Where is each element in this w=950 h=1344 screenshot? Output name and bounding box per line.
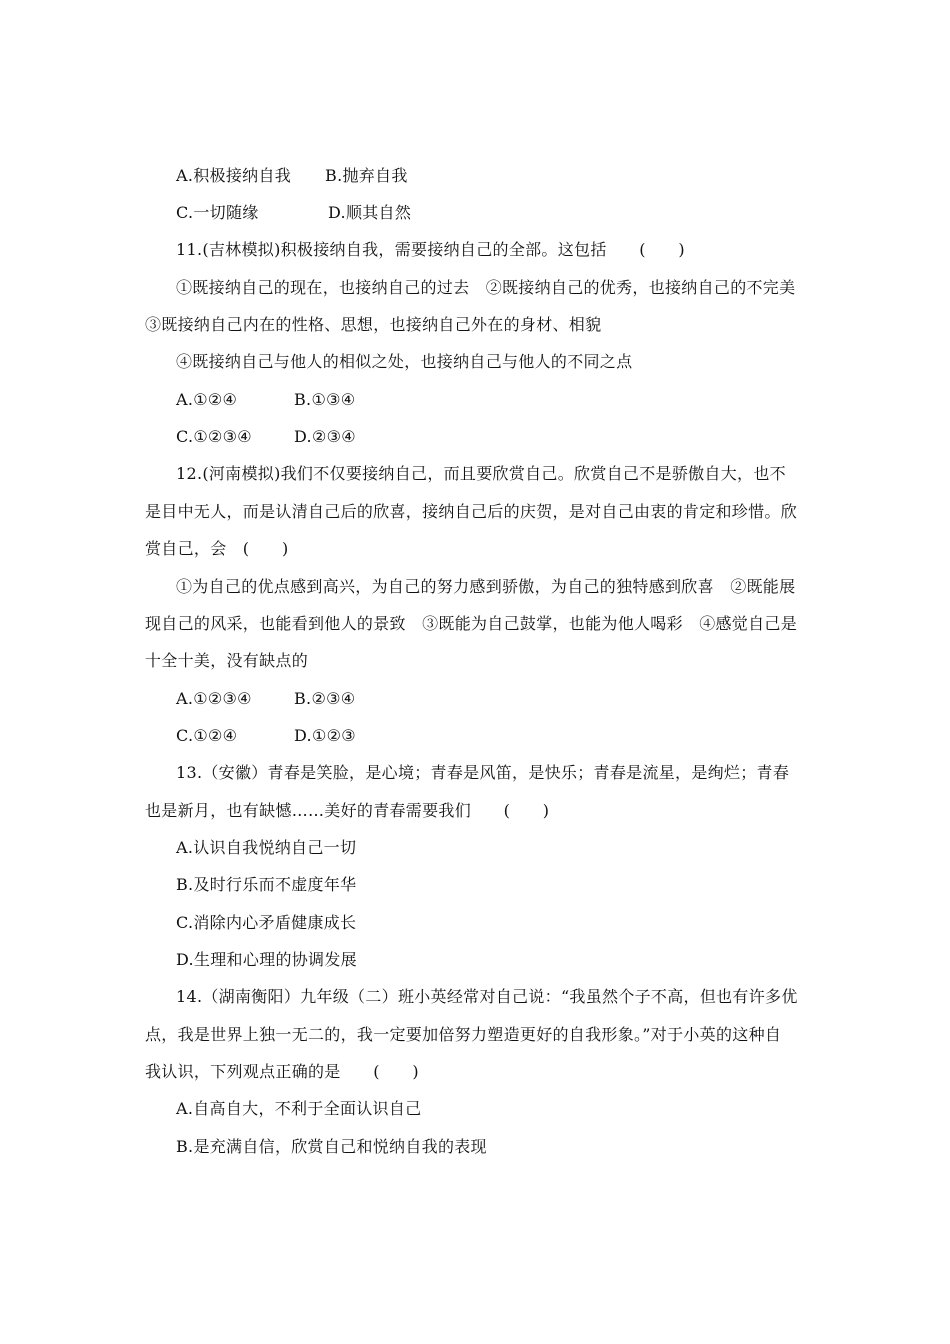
q11-item-1-2: ①既接纳自己的现在，也接纳自己的过去 ②既接纳自己的优秀，也接纳自己的不完美 xyxy=(176,278,796,297)
q10-option-d: D.顺其自然 xyxy=(328,203,412,222)
q12-items-line1: ①为自己的优点感到高兴，为自己的努力感到骄傲，为自己的独特感到欣喜 ②既能展 xyxy=(176,577,796,596)
q12-option-c: C.①②④ xyxy=(176,726,238,745)
q11-option-b: B.①③④ xyxy=(294,390,356,409)
q12-options-row1 xyxy=(176,689,355,709)
q12-option-d: D.①②③ xyxy=(294,726,356,745)
q10-option-a: A.积极接纳自我 xyxy=(176,166,292,185)
q13-stem-line1: 13.（安徽）青春是笑脸，是心境；青春是风笛，是快乐；青春是流星，是绚烂；青春 xyxy=(176,763,790,782)
q10-options-row2 xyxy=(176,203,411,223)
q12-options-row2 xyxy=(176,726,356,746)
q11-options-row2 xyxy=(176,427,356,447)
q11-stem: 11.(吉林模拟)积极接纳自我，需要接纳自己的全部。这包括 ( ) xyxy=(176,240,685,259)
q14-option-b: B.是充满自信，欣赏自己和悦纳自我的表现 xyxy=(176,1137,487,1156)
q10-options-row1 xyxy=(176,166,408,186)
q12-items-line3: 十全十美，没有缺点的 xyxy=(145,651,309,670)
q10-option-b: B.抛弃自我 xyxy=(325,166,408,185)
q12-items-line2: 现自己的风采，也能看到他人的景致 ③既能为自己鼓掌，也能为他人喝彩 ④感觉自己是 xyxy=(145,614,798,633)
q14-stem-line2: 点，我是世界上独一无二的，我一定要加倍努力塑造更好的自我形象。”对于小英的这种自 xyxy=(145,1025,782,1044)
q11-item-4: ④既接纳自己与他人的相似之处，也接纳自己与他人的不同之点 xyxy=(176,352,633,371)
q13-stem-line2: 也是新月，也有缺憾……美好的青春需要我们 ( ) xyxy=(145,801,550,820)
q11-option-c: C.①②③④ xyxy=(176,427,252,446)
q14-option-a: A.自高自大，不利于全面认识自己 xyxy=(176,1099,422,1118)
q13-option-d: D.生理和心理的协调发展 xyxy=(176,950,357,969)
q12-stem-line1: 12.(河南模拟)我们不仅要接纳自己，而且要欣赏自己。欣赏自己不是骄傲自大，也不 xyxy=(176,464,786,483)
q12-stem-line2: 是目中无人，而是认清自己后的欣喜，接纳自己后的庆贺，是对自己由衷的肯定和珍惜。欣 xyxy=(145,502,798,521)
q13-option-a: A.认识自我悦纳自己一切 xyxy=(176,838,357,857)
q11-options-row1 xyxy=(176,390,355,410)
q11-option-d: D.②③④ xyxy=(294,427,356,446)
q12-stem-line3: 赏自己，会 ( ) xyxy=(145,539,289,558)
q12-option-b: B.②③④ xyxy=(294,689,356,708)
q11-item-3: ③既接纳自己内在的性格、思想，也接纳自己外在的身材、相貌 xyxy=(145,315,602,334)
q13-option-c: C.消除内心矛盾健康成长 xyxy=(176,913,357,932)
q10-option-c: C.一切随缘 xyxy=(176,203,259,222)
q11-option-a: A.①②④ xyxy=(176,390,238,409)
q13-option-b: B.及时行乐而不虚度年华 xyxy=(176,875,357,894)
q14-stem-line3: 我认识，下列观点正确的是 ( ) xyxy=(145,1062,419,1081)
q12-option-a: A.①②③④ xyxy=(176,689,252,708)
q14-stem-line1: 14.（湖南衡阳）九年级（二）班小英经常对自己说：“我虽然个子不高，但也有许多优 xyxy=(176,987,798,1006)
